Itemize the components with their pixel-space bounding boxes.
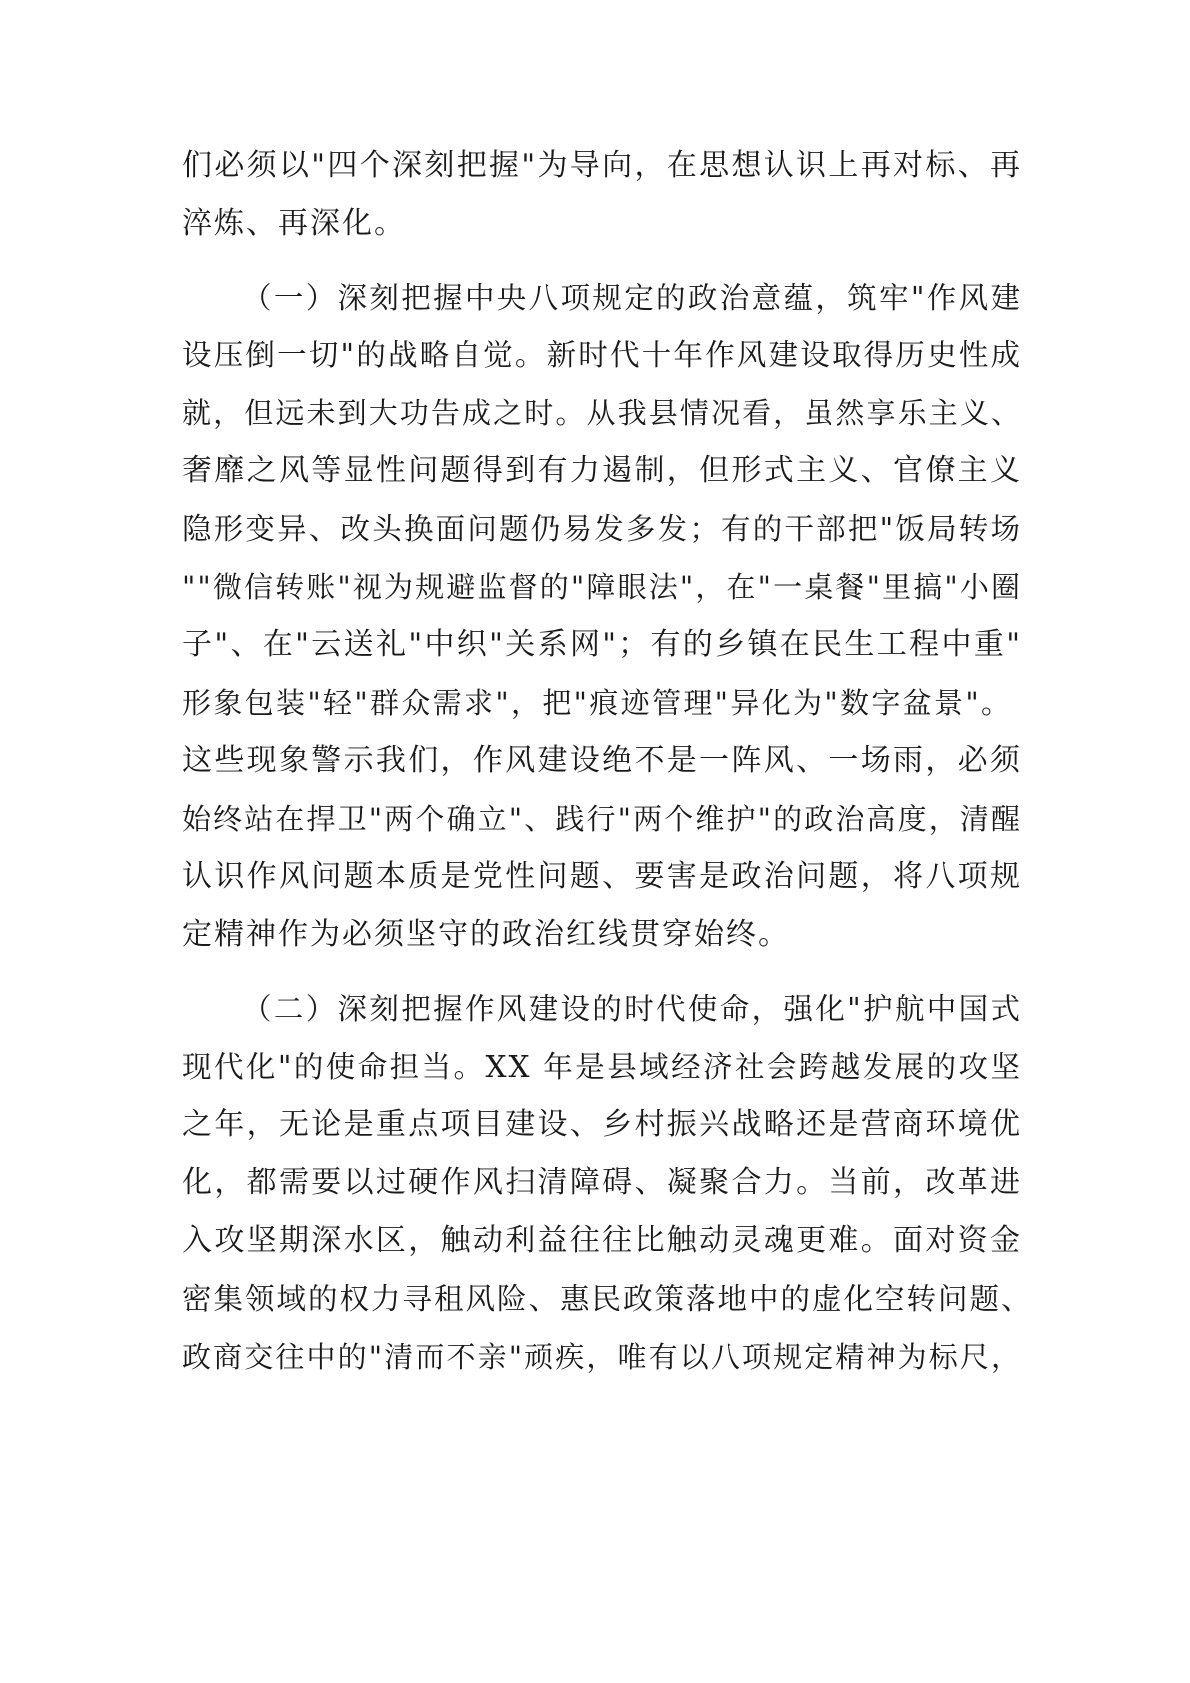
text-line: ""微信转账"视为规避监督的"障眼法"，在"一桌餐"里搞"小圈 — [182, 570, 1022, 604]
text-line: （一）深刻把握中央八项规定的政治意蕴，筑牢"作风建 — [242, 281, 1022, 315]
text-line: 始终站在捍卫"两个确立"、践行"两个维护"的政治高度，清醒 — [182, 802, 1022, 836]
text-line: 这些现象警示我们，作风建设绝不是一阵风、一场雨，必须 — [182, 743, 1022, 778]
text-line: 子"、在"云送礼"中织"关系网"；有的乡镇在民生工程中重" — [182, 627, 1022, 662]
text-line: 就，但远未到大功告成之时。从我县情况看，虽然享乐主义、 — [182, 396, 1022, 430]
text-line: 密集领域的权力寻租风险、惠民政策落地中的虚化空转问题、 — [182, 1282, 1033, 1316]
text-line: 隐形变异、改头换面问题仍易发多发；有的干部把"饭局转场 — [182, 512, 1022, 546]
text-line: 之年，无论是重点项目建设、乡村振兴战略还是营商环境优 — [182, 1107, 1022, 1142]
text-line: 化，都需要以过硬作风扫清障碍、凝聚合力。当前，改革进 — [182, 1165, 1022, 1200]
text-line: 设压倒一切"的战略自觉。新时代十年作风建设取得历史性成 — [182, 338, 1022, 372]
text-line: 奢靡之风等显性问题得到有力遏制，但形式主义、官僚主义 — [182, 453, 1022, 488]
text-line: 政商交往中的"清而不亲"顽疾，唯有以八项规定精神为标尺， — [182, 1340, 1022, 1374]
text-line: （二）深刻把握作风建设的时代使命，强化"护航中国式 — [242, 992, 1022, 1026]
text-line: 形象包装"轻"群众需求"，把"痕迹管理"异化为"数字盆景"。 — [182, 686, 1012, 720]
text-line: 认识作风问题本质是党性问题、要害是政治问题，将八项规 — [182, 859, 1022, 894]
text-line: 定精神作为必须坚守的政治红线贯穿始终。 — [182, 917, 790, 952]
text-line: 们必须以"四个深刻把握"为导向，在思想认识上再对标、再 — [182, 148, 1022, 183]
text-line: 入攻坚期深水区，触动利益往往比触动灵魂更难。面对资金 — [182, 1223, 1022, 1258]
text-line: 现代化"的使命担当。XX 年是县域经济社会跨越发展的攻坚 — [182, 1050, 1022, 1084]
text-line: 淬炼、再深化。 — [182, 206, 406, 241]
